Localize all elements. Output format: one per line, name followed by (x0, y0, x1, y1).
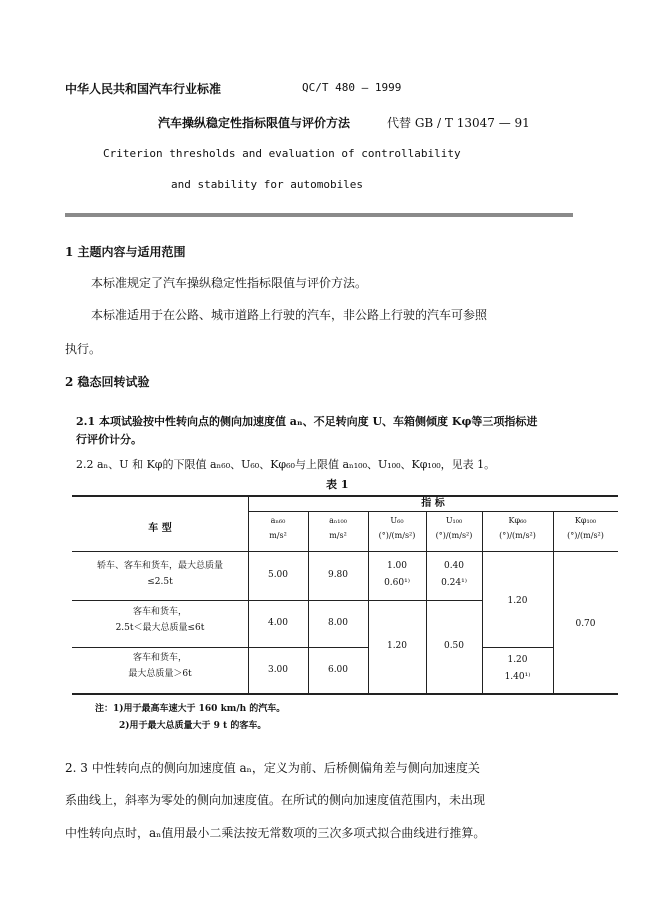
section-1-paragraph-2-cont: 执行。 (65, 342, 102, 356)
col-header-k100: Kφ₁₀₀ (°)/(m/s²) (567, 516, 604, 540)
table-k60-merged: 1.20 (507, 596, 528, 606)
english-title-line-1: Criterion thresholds and evaluation of controllability (103, 147, 461, 160)
table-row-3-an60: 3.00 (267, 665, 289, 675)
col-header-an60: aₙ₆₀ m/s² (269, 516, 287, 540)
clause-2-3-line-2: 系曲线上，斜率为零处的侧向加速度值。在所试的侧向加速度值范围内，未出现 (65, 793, 486, 807)
table-note-1: 注：1)用于最高车速大于 160 km/h 的汽车。 (95, 704, 286, 714)
clause-2-1: 2.1 本项试验按中性转向点的侧向加速度值 aₙ、不足转向度 U、车箱侧倾度 Kφ等三项指标进 (76, 415, 538, 428)
clause-2-1-cont: 行评价计分。 (76, 433, 142, 446)
table-row-2-an60: 4.00 (267, 618, 289, 628)
table-row-1-an60: 5.00 (267, 570, 289, 580)
table-row-3-k60: 1.20 1.40¹⁾ (504, 655, 531, 683)
table-caption: 表 1 (326, 478, 349, 491)
table-row-1-an100: 9.80 (327, 570, 349, 580)
table-row-1-u60: 1.00 0.60¹⁾ (384, 561, 410, 589)
col-header-u60: U₆₀ (°)/(m/s²) (378, 516, 416, 540)
table-row-2-an100: 8.00 (327, 618, 349, 628)
col-header-an100: aₙ₁₀₀ m/s² (329, 516, 347, 540)
standard-number: QC/T 480 — 1999 (302, 81, 402, 94)
table-1 (72, 495, 618, 695)
section-1-paragraph-2: 本标准适用于在公路、城市道路上行驶的汽车，非公路上行驶的汽车可参照 (91, 308, 488, 322)
table-u100-merged: 0.50 (443, 641, 465, 651)
section-1-heading: 1 主题内容与适用范围 (65, 245, 186, 259)
clause-2-3-line-3: 中性转向点时，aₙ值用最小二乘法按无常数项的三次多项式拟合曲线进行推算。 (65, 826, 486, 840)
table-row-1-vehicle: 轿车、客车和货车，最大总质量 ≤2.5t (96, 561, 223, 588)
standard-category: 中华人民共和国汽车行业标准 (65, 82, 222, 96)
table-note-2: 2)用于最大总质量大于 9 t 的客车。 (119, 721, 267, 731)
indicator-group-header: 指 标 (421, 498, 445, 509)
clause-2-3-line-1: 2. 3 中性转向点的侧向加速度值 aₙ，定义为前、后桥侧偏角差与侧向加速度关 (65, 761, 480, 775)
header-divider (65, 213, 573, 217)
col-header-k60: Kφ₆₀ (°)/(m/s²) (499, 516, 536, 540)
vehicle-type-header: 车 型 (148, 523, 172, 534)
table-row-2-vehicle: 客车和货车， 2.5t＜最大总质量≤6t (115, 607, 205, 634)
table-k100-merged: 0.70 (575, 619, 596, 629)
table-u60-merged: 1.20 (386, 641, 408, 651)
table-row-3-vehicle: 客车和货车， 最大总质量＞6t (128, 653, 192, 680)
table-row-3-an100: 6.00 (327, 665, 349, 675)
section-2-heading: 2 稳态回转试验 (65, 375, 150, 389)
document-title: 汽车操纵稳定性指标限值与评价方法 (158, 116, 351, 130)
english-title-line-2: and stability for automobiles (171, 178, 364, 191)
clause-2-2: 2.2 aₙ、U 和 Kφ的下限值 aₙ₆₀、U₆₀、Kφ₆₀与上限值 aₙ₁₀₀、U₁₀₀、Kφ₁₀₀，见表 1。 (76, 458, 496, 471)
col-header-u100: U₁₀₀ (°)/(m/s²) (435, 516, 473, 540)
section-1-paragraph-1: 本标准规定了汽车操纵稳定性指标限值与评价方法。 (91, 276, 368, 290)
replaces-standard: 代替 GB / T 13047 — 91 (387, 116, 530, 130)
table-row-1-u100: 0.40 0.24¹⁾ (441, 561, 467, 589)
